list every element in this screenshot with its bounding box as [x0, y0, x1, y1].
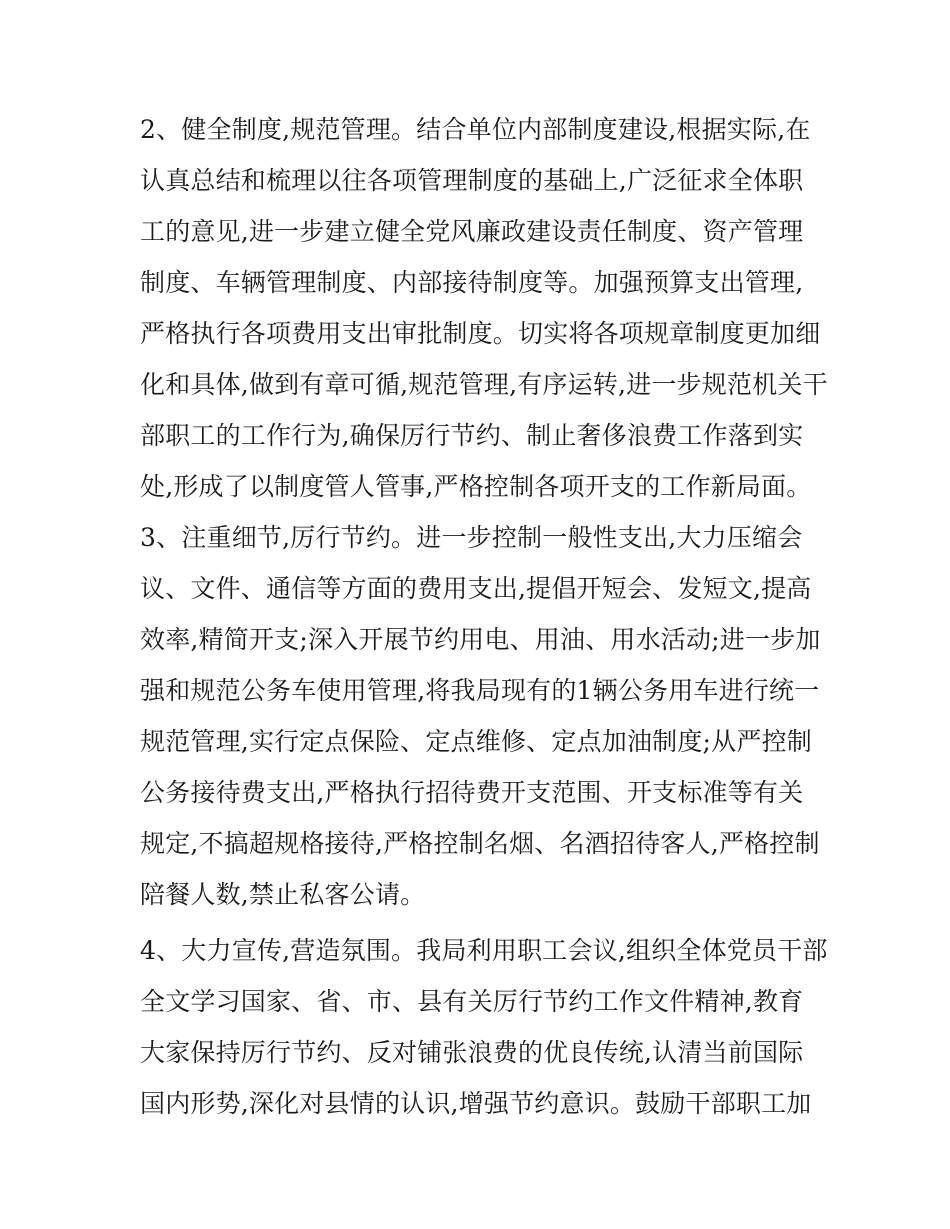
text-line: 化和具体,做到有章可循,规范管理,有序运转,进一步规范机关干: [140, 370, 828, 399]
text-line: 处,形成了以制度管人管事,严格控制各项开支的工作新局面。: [140, 472, 812, 501]
text-line: 2、健全制度,规范管理。结合单位内部制度建设,根据实际,在: [140, 115, 811, 144]
text-line: 大家保持厉行节约、反对铺张浪费的优良传统,认清当前国际: [140, 1038, 804, 1067]
text-line: 4、大力宣传,营造氛围。我局利用职工会议,组织全体党员干部: [140, 936, 828, 965]
text-line: 全文学习国家、省、市、县有关厉行节约工作文件精神,教育: [140, 987, 804, 1016]
text-line: 3、注重细节,厉行节约。进一步控制一般性支出,大力压缩会: [140, 523, 803, 552]
text-line: 规范管理,实行定点保险、定点维修、定点加油制度;从严控制: [140, 727, 812, 756]
document-body: [140, 104, 828, 1129]
text-line: 议、文件、通信等方面的费用支出,提倡开短会、发短文,提高: [140, 574, 812, 603]
paragraph-section-3: [140, 512, 820, 920]
paragraph-section-2: [140, 104, 828, 512]
text-line: 公务接待费支出,严格执行招待费开支范围、开支标准等有关: [140, 778, 804, 807]
text-line: 严格执行各项费用支出审批制度。切实将各项规章制度更加细: [140, 319, 821, 348]
text-line: 国内形势,深化对县情的认识,增强节约意识。鼓励干部职工加: [140, 1089, 812, 1118]
text-line: 规定,不搞超规格接待,严格控制名烟、名酒招待客人,严格控制: [140, 829, 820, 858]
text-line: 陪餐人数,禁止私客公请。: [140, 880, 426, 909]
text-line: 制度、车辆管理制度、内部接待制度等。加强预算支出管理,: [140, 268, 804, 297]
text-line: 部职工的工作行为,确保厉行节约、制止奢侈浪费工作落到实: [140, 421, 804, 450]
text-line: 认真总结和梳理以往各项管理制度的基础上,广泛征求全体职: [140, 166, 804, 195]
paragraph-section-4: [140, 925, 828, 1129]
text-line: 工的意见,进一步建立健全党风廉政建设责任制度、资产管理: [140, 217, 804, 246]
text-line: 强和规范公务车使用管理,将我局现有的1辆公务用车进行统一: [140, 676, 820, 705]
text-line: 效率,精简开支;深入开展节约用电、用油、用水活动;进一步加: [140, 625, 821, 654]
